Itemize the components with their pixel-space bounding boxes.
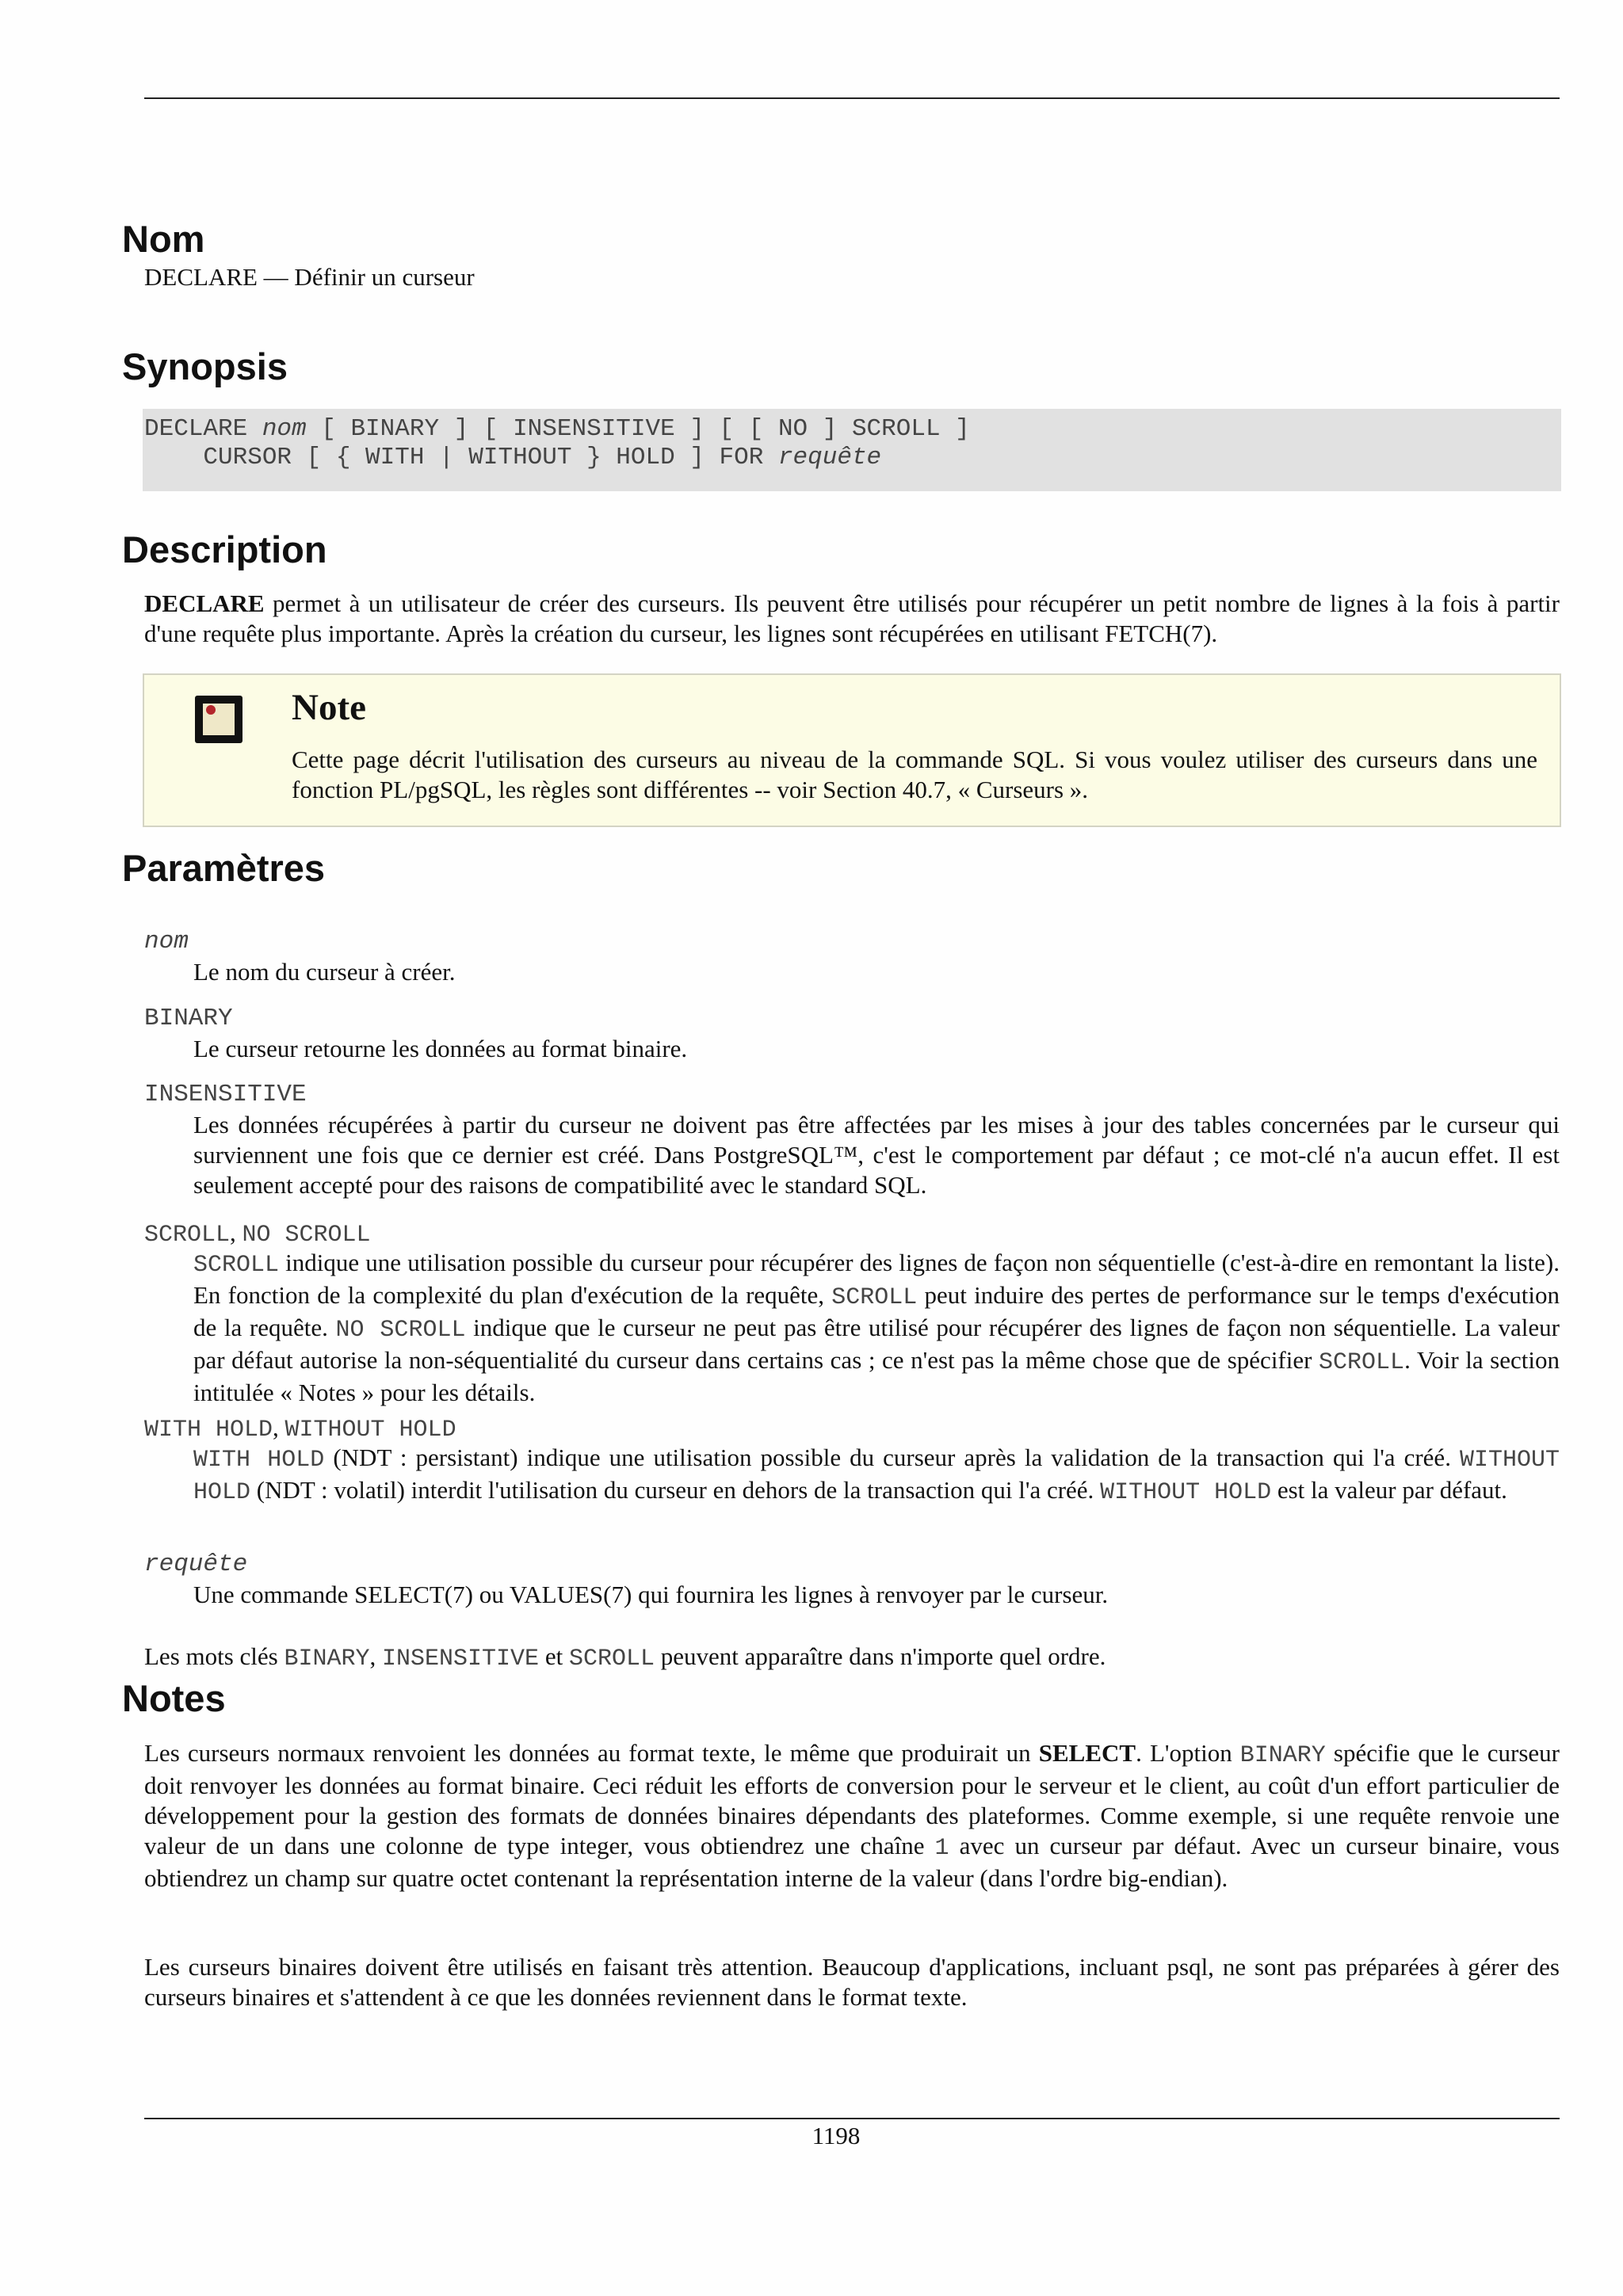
param-def-scroll: SCROLL indique une utilisation possible du curseur pour récupérer des lignes de façon non séquentielle (c'est-à-dire en remontant la liste). En fonction de la complexité du plan d'exécution de la requête, SCROLL peut induire des pertes de performance sur le temps d'exécution de la requête. NO SCROLL indique que le curseur ne peut pas être utilisé pour récupérer des lignes de façon non séquentielle. La valeur par défaut autorise la non-séquentialité du curseur dans certains cas ; ce n'est pas la même chose que de spécifier SCROLL. Voir la section intitulée « Notes » pour les détails. (193, 1249, 1560, 1406)
heading-nom: Nom (122, 218, 205, 260)
description-text (144, 589, 1560, 649)
synopsis-options: [ BINARY ] [ INSENSITIVE ] [ [ NO ] SCROLL ] (306, 415, 970, 443)
synopsis-declare: DECLARE (144, 415, 262, 443)
param-def-binary: Le curseur retourne les données au format binaire. (193, 1035, 688, 1062)
nom-text: DECLARE — Définir un curseur (144, 263, 475, 291)
synopsis-line-1 (144, 415, 970, 443)
description-body: permet à un utilisateur de créer des curseurs. Ils peuvent être utilisés pour récupérer un petit nombre de lignes à la fois à partir d'une requête plus importante. Après la création du curseur, les lignes sont récupérées en utilisant FETCH(7). (144, 589, 1560, 647)
synopsis-block (143, 409, 1561, 491)
param-def-nom: Le nom du curseur à créer. (193, 958, 456, 986)
note-pin-icon (195, 696, 242, 743)
param-term-hold: WITH HOLD, WITHOUT HOLD (144, 1413, 456, 1444)
notes-paragraph-2: Les curseurs binaires doivent être utilisés en faisant très attention. Beaucoup d'applications, incluant psql, ne sont pas préparées à gérer des curseurs binaires et s'attendent à ce que les données reviennent dans le format texte. (144, 1953, 1560, 2011)
param-term-scroll: SCROLL, NO SCROLL (144, 1219, 371, 1249)
synopsis-nom: nom (262, 415, 307, 443)
synopsis-line-2 (144, 444, 881, 471)
footer-rule (144, 2118, 1560, 2119)
param-keywords: Les mots clés BINARY, INSENSITIVE et SCROLL peuvent apparaître dans n'importe quel ordre. (144, 1642, 1106, 1672)
param-term-requete: requête (144, 1550, 248, 1578)
param-def-insensitive: Les données récupérées à partir du curseur ne doivent pas être affectées par les mises à jour des tables concernées par le curseur qui surviennent une fois que ce dernier est créé. Dans PostgreSQL™, c'est le comportement par défaut ; ce mot-clé n'a aucun effet. Il est seulement accepté pour des raisons de compatibilité avec le standard SQL. (193, 1111, 1560, 1199)
header-rule (144, 97, 1560, 99)
param-def-requete: Une commande SELECT(7) ou VALUES(7) qui fournira les lignes à renvoyer par le curseur. (193, 1581, 1109, 1608)
page-number: 1198 (812, 2122, 861, 2149)
synopsis-requete: requête (777, 444, 882, 471)
notes-paragraph-1: Les curseurs normaux renvoient les données au format texte, le même que produirait un SELECT. L'option BINARY spécifie que le curseur doit renvoyer les données au format binaire. Ceci réduit les efforts de conversion pour le serveur et le client, au coût d'un effort particulier de développement pour la gestion des formats de données binaires dépendants des plateformes. Comme exemple, si une requête renvoie une valeur de un dans une colonne de type integer, vous obtiendrez une chaîne 1 avec un curseur par défaut. Avec un curseur binaire, vous obtiendrez un champ sur quatre octet contenant la représentation interne de la valeur (dans l'ordre big-endian). (144, 1739, 1560, 1892)
param-def-hold: WITH HOLD (NDT : persistant) indique une utilisation possible du curseur après la validation de la transaction qui l'a créé. WITHOUT HOLD (NDT : volatil) interdit l'utilisation du curseur en dehors de la transaction qui l'a créé. WITHOUT HOLD est la valeur par défaut. (193, 1444, 1560, 1506)
note-text: Cette page décrit l'utilisation des curseurs au niveau de la commande SQL. Si vous voulez utiliser des curseurs dans une fonction PL/pgSQL, les règles sont différentes -- voir Section 40.7, « Curseurs ». (292, 746, 1537, 803)
param-term-binary: BINARY (144, 1005, 233, 1032)
param-term-nom: nom (144, 928, 189, 955)
note-title: Note (292, 687, 366, 728)
description-strong: DECLARE (144, 589, 265, 617)
synopsis-cursor: CURSOR [ { WITH | WITHOUT } HOLD ] FOR (144, 444, 778, 471)
heading-description: Description (122, 528, 327, 570)
heading-notes: Notes (122, 1677, 226, 1719)
heading-parametres: Paramètres (122, 847, 326, 889)
param-term-insensitive: INSENSITIVE (144, 1081, 307, 1108)
heading-synopsis: Synopsis (122, 345, 288, 387)
note-box (143, 673, 1561, 827)
